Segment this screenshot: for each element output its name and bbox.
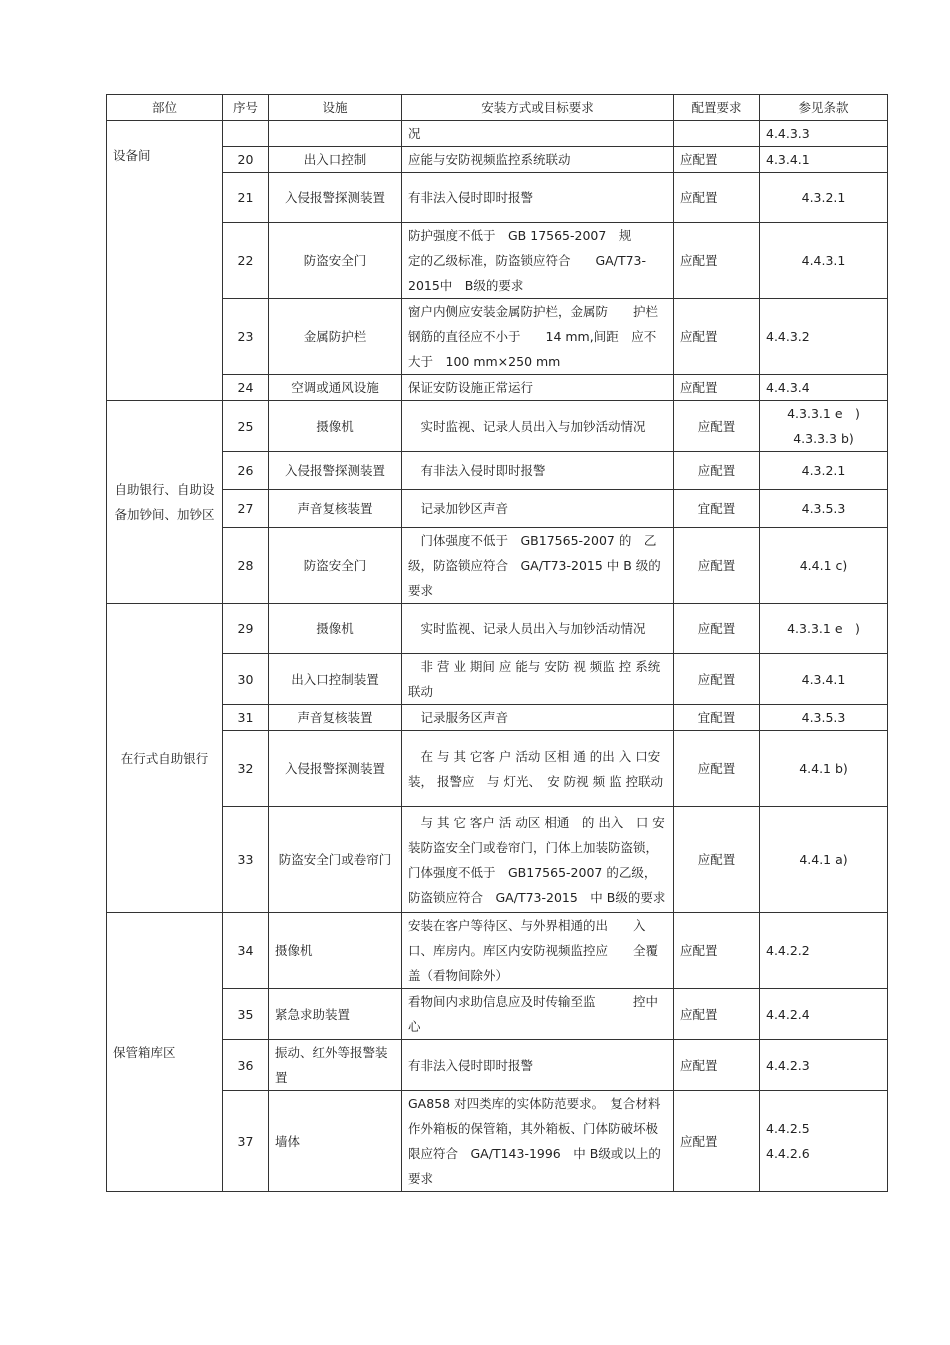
table-row	[107, 147, 888, 173]
requirement-cell: 实时监视、记录人员出入与加钞活动情况	[402, 604, 674, 654]
table-header-row	[107, 95, 888, 121]
facility-cell: 防盗安全门	[269, 528, 402, 604]
table-row	[107, 654, 888, 705]
table-row	[107, 1040, 888, 1091]
table-row	[107, 173, 888, 223]
facility-cell: 声音复核装置	[269, 490, 402, 528]
reference-cell: 4.4.3.4	[760, 375, 888, 401]
requirement-cell: 安装在客户等待区、与外界相通的出 入口、库房内。库区内安防视频监控应 全覆盖（看物间除外）	[402, 913, 674, 989]
reference-cell: 4.4.2.3	[760, 1040, 888, 1091]
facility-cell: 空调或通风设施	[269, 375, 402, 401]
number-cell: 32	[223, 731, 269, 807]
requirement-cell: 有非法入侵时即时报警	[402, 1040, 674, 1091]
facility-cell: 入侵报警探测装置	[269, 173, 402, 223]
table-row	[107, 299, 888, 375]
requirement-cell: 有非法入侵时即时报警	[402, 452, 674, 490]
config-cell: 应配置	[674, 807, 760, 913]
requirement-cell: 有非法入侵时即时报警	[402, 173, 674, 223]
table-row	[107, 807, 888, 913]
reference-cell: 4.3.5.3	[760, 705, 888, 731]
reference-cell: 4.3.3.1 e )	[760, 604, 888, 654]
number-cell: 28	[223, 528, 269, 604]
number-cell: 33	[223, 807, 269, 913]
number-cell: 36	[223, 1040, 269, 1091]
number-cell: 24	[223, 375, 269, 401]
config-cell: 应配置	[674, 223, 760, 299]
header-number: 序号	[223, 95, 269, 121]
requirement-cell: 况	[402, 121, 674, 147]
config-cell: 应配置	[674, 528, 760, 604]
facility-cell: 墙体	[269, 1091, 402, 1192]
config-cell: 应配置	[674, 147, 760, 173]
table-row	[107, 121, 888, 147]
requirement-cell: 实时监视、记录人员出入与加钞活动情况	[402, 401, 674, 452]
reference-cell: 4.3.2.1	[760, 452, 888, 490]
reference-cell: 4.4.3.1	[760, 223, 888, 299]
header-requirement: 安装方式或目标要求	[402, 95, 674, 121]
requirement-cell: 非 营 业 期间 应 能与 安防 视 频监 控 系统联动	[402, 654, 674, 705]
number-cell: 27	[223, 490, 269, 528]
location-cell: 自助银行、自助设备加钞间、加钞区	[107, 401, 223, 604]
table-row	[107, 401, 888, 452]
config-cell: 应配置	[674, 989, 760, 1040]
header-location: 部位	[107, 95, 223, 121]
number-cell: 25	[223, 401, 269, 452]
facility-cell: 金属防护栏	[269, 299, 402, 375]
reference-cell: 4.4.2.5 4.4.2.6	[760, 1091, 888, 1192]
reference-cell: 4.4.2.4	[760, 989, 888, 1040]
number-cell: 37	[223, 1091, 269, 1192]
requirement-cell: GA858 对四类库的实体防范要求。 复合材料作外箱板的保管箱，其外箱板、门体防破坏极限应符合 GA/T143-1996 中 B级或以上的要求	[402, 1091, 674, 1192]
number-cell: 26	[223, 452, 269, 490]
config-cell: 应配置	[674, 654, 760, 705]
config-cell: 应配置	[674, 401, 760, 452]
table-row	[107, 375, 888, 401]
config-cell: 应配置	[674, 173, 760, 223]
config-cell: 应配置	[674, 731, 760, 807]
requirement-cell: 保证安防设施正常运行	[402, 375, 674, 401]
facility-cell: 振动、红外等报警装置	[269, 1040, 402, 1091]
number-cell: 34	[223, 913, 269, 989]
facility-cell: 入侵报警探测装置	[269, 731, 402, 807]
config-cell: 应配置	[674, 913, 760, 989]
facility-cell: 摄像机	[269, 604, 402, 654]
location-cell: 设备间	[107, 121, 223, 401]
header-reference: 参见条款	[760, 95, 888, 121]
config-cell: 宜配置	[674, 490, 760, 528]
number-cell: 23	[223, 299, 269, 375]
facility-cell: 出入口控制装置	[269, 654, 402, 705]
number-cell: 31	[223, 705, 269, 731]
table-row	[107, 528, 888, 604]
reference-cell: 4.4.1 c)	[760, 528, 888, 604]
requirement-cell: 应能与安防视频监控系统联动	[402, 147, 674, 173]
config-cell: 应配置	[674, 604, 760, 654]
number-cell: 29	[223, 604, 269, 654]
requirement-cell: 看物间内求助信息应及时传输至监 控中心	[402, 989, 674, 1040]
reference-cell: 4.4.3.2	[760, 299, 888, 375]
location-cell: 保管箱库区	[107, 913, 223, 1192]
table-row	[107, 731, 888, 807]
reference-cell: 4.3.2.1	[760, 173, 888, 223]
facility-cell: 防盗安全门	[269, 223, 402, 299]
number-cell: 22	[223, 223, 269, 299]
config-cell: 应配置	[674, 375, 760, 401]
table-row	[107, 223, 888, 299]
facility-cell: 摄像机	[269, 913, 402, 989]
table-row	[107, 989, 888, 1040]
config-cell	[674, 121, 760, 147]
number-cell: 20	[223, 147, 269, 173]
reference-cell: 4.4.1 a)	[760, 807, 888, 913]
requirement-cell: 记录服务区声音	[402, 705, 674, 731]
number-cell: 35	[223, 989, 269, 1040]
table-row	[107, 705, 888, 731]
header-facility: 设施	[269, 95, 402, 121]
config-cell: 宜配置	[674, 705, 760, 731]
security-requirements-table	[106, 94, 888, 1192]
config-cell: 应配置	[674, 452, 760, 490]
requirement-cell: 记录加钞区声音	[402, 490, 674, 528]
reference-cell: 4.3.4.1	[760, 654, 888, 705]
reference-cell: 4.4.3.3	[760, 121, 888, 147]
config-cell: 应配置	[674, 1091, 760, 1192]
table-row	[107, 452, 888, 490]
table-row	[107, 490, 888, 528]
table-row	[107, 604, 888, 654]
facility-cell	[269, 121, 402, 147]
reference-cell: 4.3.4.1	[760, 147, 888, 173]
requirement-cell: 窗户内侧应安装金属防护栏，金属防 护栏钢筋的直径应不小于 14 mm,间距 应不大于 100 mm×250 mm	[402, 299, 674, 375]
config-cell: 应配置	[674, 1040, 760, 1091]
requirement-cell: 门体强度不低于 GB17565-2007 的 乙级，防盗锁应符合 GA/T73-2015 中 B 级的要求	[402, 528, 674, 604]
table-row	[107, 1091, 888, 1192]
reference-cell: 4.4.1 b)	[760, 731, 888, 807]
facility-cell: 入侵报警探测装置	[269, 452, 402, 490]
requirement-cell: 在 与 其 它客 户 活动 区相 通 的出 入 口安装， 报警应 与 灯光、 安 防视 频 监 控联动	[402, 731, 674, 807]
facility-cell: 出入口控制	[269, 147, 402, 173]
facility-cell: 摄像机	[269, 401, 402, 452]
number-cell	[223, 121, 269, 147]
facility-cell: 防盗安全门或卷帘门	[269, 807, 402, 913]
requirement-cell: 防护强度不低于 GB 17565-2007 规 定的乙级标准，防盗锁应符合 GA/T73-2015中 B级的要求	[402, 223, 674, 299]
facility-cell: 声音复核装置	[269, 705, 402, 731]
reference-cell: 4.4.2.2	[760, 913, 888, 989]
reference-cell: 4.3.3.1 e ) 4.3.3.3 b)	[760, 401, 888, 452]
header-config: 配置要求	[674, 95, 760, 121]
config-cell: 应配置	[674, 299, 760, 375]
location-cell: 在行式自助银行	[107, 604, 223, 913]
number-cell: 30	[223, 654, 269, 705]
table-row	[107, 913, 888, 989]
number-cell: 21	[223, 173, 269, 223]
reference-cell: 4.3.5.3	[760, 490, 888, 528]
requirement-cell: 与 其 它 客户 活 动区 相通 的 出入 口 安装防盗安全门或卷帘门，门体上加装防盗锁，门体强度不低于 GB17565-2007 的乙级，防盗锁应符合 GA/T73-2015 中 B级的要求	[402, 807, 674, 913]
facility-cell: 紧急求助装置	[269, 989, 402, 1040]
